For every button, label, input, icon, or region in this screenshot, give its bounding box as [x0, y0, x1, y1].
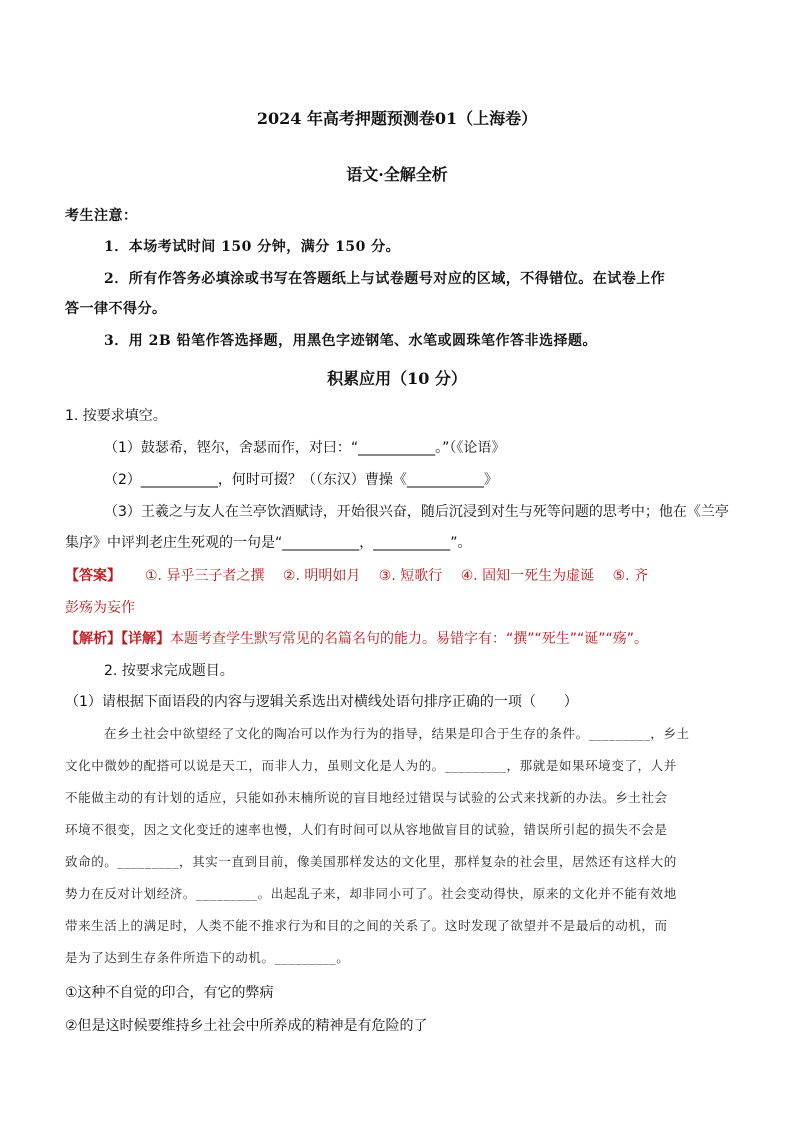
page-title: 2024 年高考押题预测卷01（上海卷） [256, 109, 538, 128]
analysis-end: 。 [634, 631, 649, 647]
section-title: 积累应用（10 分） [327, 369, 467, 388]
answer-text-cont: 彭殇为妄作 [65, 600, 135, 616]
q1-analysis [65, 628, 648, 648]
passage-line-8: 是为了达到生存条件所造下的动机。_________。 [65, 950, 350, 965]
option-2: ②但是这时候要维持乡土社会中所养成的精神是有危险的了 [65, 1018, 428, 1034]
passage-line-3: 不能做主动的有计划的适应，只能如孙末楠所说的盲目地经过错误与试验的公式来找新的办法。乡土社会 [65, 790, 668, 805]
notice-item-3: 3．用 2B 铅笔作答选择题，用黑色字迹钢笔、水笔或圆珠笔作答非选择题。 [104, 333, 598, 349]
notice-heading: 考生注意： [65, 208, 138, 224]
analysis-keywords: “撰”“死生”“诞”“殇” [506, 631, 635, 647]
q1-item-1: （1）鼓瑟希，铿尔，舍瑟而作，对曰：“___________。”（《论语》 [104, 440, 506, 456]
notice-item-1: 1．本场考试时间 150 分钟，满分 150 分。 [104, 239, 401, 255]
page-subtitle: 语文·全解全析 [346, 165, 448, 184]
passage-line-1: 在乡土社会中欲望经了文化的陶冶可以作为行为的指导，结果是印合于生存的条件。_________，乡土 [104, 726, 690, 741]
passage-line-4: 环境不很变，因之文化变迁的速率也慢，人们有时间可以从容地做盲目的试验，错误所引起的损失不会是 [65, 822, 668, 837]
q2-sub1: （1）请根据下面语段的内容与逻辑关系选出对横线处语句排序正确的一项（ ） [65, 694, 578, 710]
analysis-text: 本题考查学生默写常见的名篇名句的能力。易错字有： [170, 631, 506, 647]
notice-item-2: 2．所有作答务必填涂或书写在答题纸上与试卷题号对应的区域，不得错位。在试卷上作 [104, 271, 666, 287]
analysis-label: 【解析】【详解】 [65, 631, 170, 647]
answer-text: ①. 异乎三子者之撰 ②. 明明如月 ③. 短歌行 ④. 固知一死生为虚诞 ⑤. 齐 [145, 568, 649, 584]
passage-line-7: 带来生活上的满足时，人类不能不推求行为和目的之间的关系了。这时发现了欲望并不是最后的动机，而 [65, 918, 668, 933]
q2-stem: 2. 按要求完成题目。 [104, 663, 234, 679]
passage-line-2: 文化中微妙的配搭可以说是天工，而非人力，虽则文化是人为的。_________，那就是如果环境变了，人并 [65, 758, 677, 773]
q1-item-3: （3）王羲之与友人在兰亭饮酒赋诗，开始很兴奋，随后沉浸到对生与死等问题的思考中；他在《兰亭 [104, 504, 729, 520]
answer-label: 【答案】 [65, 568, 121, 584]
notice-item-2-cont: 答一律不得分。 [65, 301, 167, 317]
passage-line-6: 势力在反对计划经济。_________。出起乱子来，却非同小可了。社会变动得快，原来的文化并不能有效地 [65, 886, 677, 901]
passage-line-5: 致命的。_________，其实一直到目前，像美国那样发达的文化里，那样复杂的社会里，居然还有这样大的 [65, 854, 677, 869]
q1-item-3-cont: 集序》中评判老庄生死观的一句是“___________，___________”。 [65, 535, 472, 551]
q1-answer [65, 565, 648, 585]
q1-item-2: （2）___________，何时可掇？（（东汉）曹操《___________》 [104, 472, 498, 488]
q1-stem: 1. 按要求填空。 [65, 408, 167, 424]
option-1: ①这种不自觉的印合，有它的弊病 [65, 985, 274, 1001]
